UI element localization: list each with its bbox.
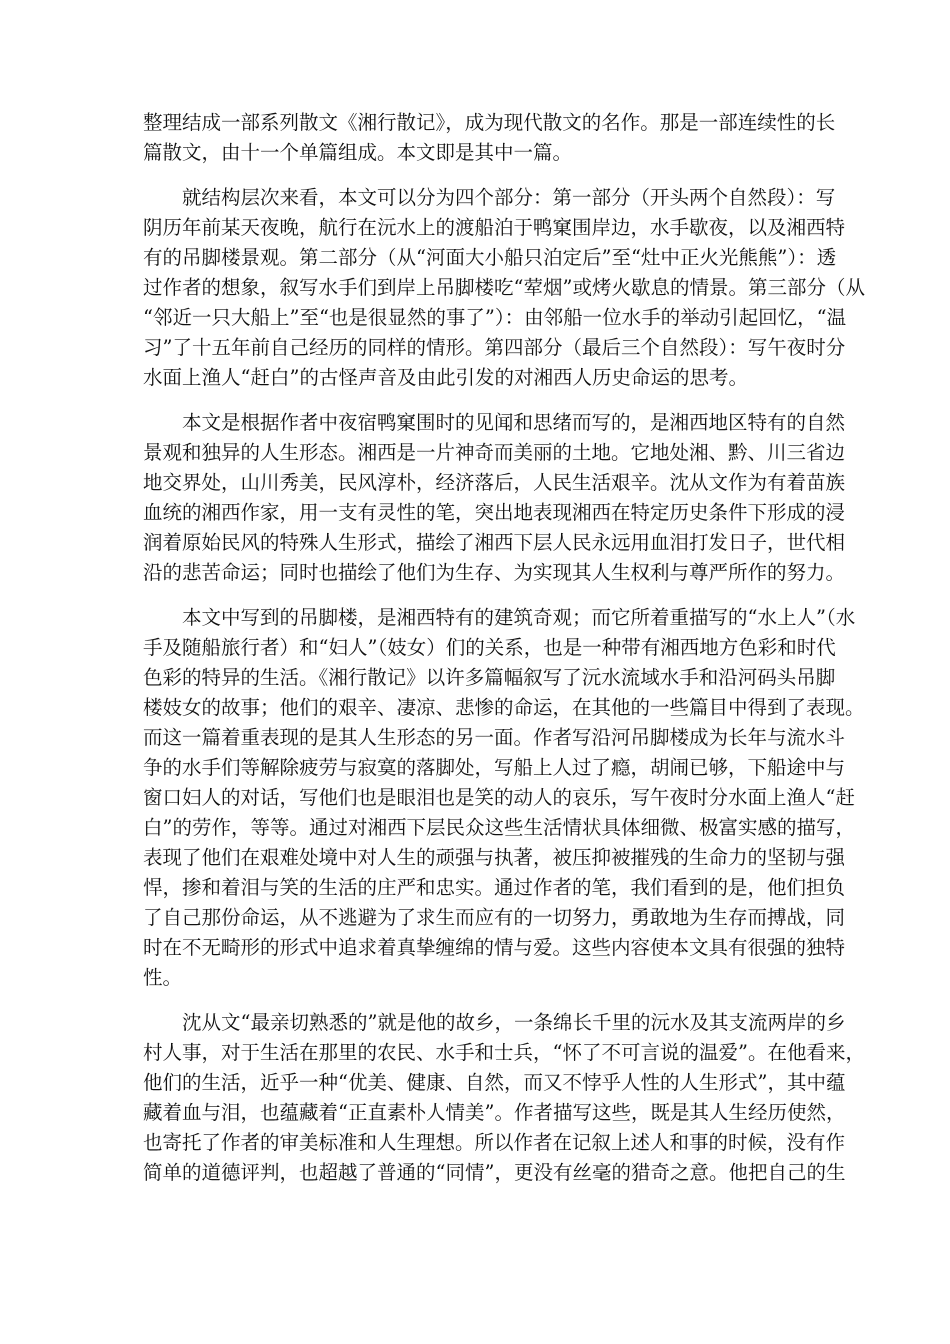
text-line: 地交界处，山川秀美，民风淳朴，经济落后，人民生活艰辛。沈从文作为有着苗族: [143, 471, 846, 494]
text-line: 简单的道德评判，也超越了普通的“同情”，更没有丝毫的猎奇之意。他把自己的生: [143, 1161, 846, 1184]
text-line: 习”了十五年前自己经历的同样的情形。第四部分（最后三个自然段）：写午夜时分: [143, 336, 846, 359]
paragraph-4: [143, 603, 865, 993]
text-line: 本文是根据作者中夜宿鸭窠围时的见闻和思绪而写的，是湘西地区特有的自然: [182, 411, 846, 434]
text-line: 悍，掺和着泪与笑的生活的庄严和忠实。通过作者的笔，我们看到的是，他们担负: [143, 876, 846, 899]
text-line: 窗口妇人的对话，写他们也是眼泪也是笑的动人的哀乐，写午夜时分水面上渔人“赶: [143, 786, 855, 809]
text-line: “邻近一只大船上”至“也是很显然的事了”）：由邻船一位水手的举动引起回忆，“温: [143, 306, 847, 329]
text-line: 有的吊脚楼景观。第二部分（从“河面大小船只泊定后”至“灶中正火光熊熊”）：透: [143, 246, 837, 269]
text-line: 水面上渔人“赶白”的古怪声音及由此引发的对湘西人历史命运的思考。: [143, 366, 748, 389]
text-line: 村人事，对于生活在那里的农民、水手和士兵，“怀了不可言说的温爱”。在他看来，: [143, 1041, 865, 1064]
text-line: 篇散文，由十一个单篇组成。本文即是其中一篇。: [143, 141, 573, 164]
text-line: 沿的悲苦命运；同时也描绘了他们为生存、为实现其人生权利与尊严所作的努力。: [143, 561, 846, 584]
text-line: 了自己那份命运，从不逃避为了求生而应有的一切努力，勇敢地为生存而搏战，同: [143, 906, 846, 929]
text-line: 手及随船旅行者）和“妇人”（妓女）们的关系，也是一种带有湘西地方色彩和时代: [143, 636, 836, 659]
text-line: 血统的湘西作家，用一支有灵性的笔，突出地表现湘西在特定历史条件下形成的浸: [143, 501, 846, 524]
text-line: 本文中写到的吊脚楼，是湘西特有的建筑奇观；而它所着重描写的“水上人”（水: [182, 606, 856, 629]
document-page: [143, 108, 865, 1203]
text-line: 性。: [143, 966, 183, 989]
text-line: 时在不无畸形的形式中追求着真挚缠绵的情与爱。这些内容使本文具有很强的独特: [143, 936, 846, 959]
text-line: 白”的劳作，等等。通过对湘西下层民众这些生活情状具体细微、极富实感的描写，: [143, 816, 855, 839]
text-line: 藏着血与泪，也蕴藏着“正直素朴人情美”。作者描写这些，既是其人生经历使然，: [143, 1101, 846, 1124]
text-line: 他们的生活，近乎一种“优美、健康、自然，而又不悖乎人性的人生形式”，其中蕴: [143, 1071, 846, 1094]
paragraph-1: [143, 108, 836, 168]
text-line: 润着原始民风的特殊人生形式，描绘了湘西下层人民永远用血泪打发日子，世代相: [143, 531, 846, 554]
text-line: 表现了他们在艰难处境中对人生的顽强与执著，被压抑被摧残的生命力的坚韧与强: [143, 846, 846, 869]
text-line: 也寄托了作者的审美标准和人生理想。所以作者在记叙上述人和事的时候，没有作: [143, 1131, 846, 1154]
text-line: 过作者的想象，叙写水手们到岸上吊脚楼吃“荤烟”或烤火歇息的情景。第三部分（从: [143, 276, 865, 299]
paragraph-2: [143, 183, 865, 393]
text-line: 沈从文“最亲切熟悉的”就是他的故乡，一条绵长千里的沅水及其支流两岸的乡: [182, 1011, 846, 1034]
paragraph-5: [143, 1008, 865, 1188]
text-line: 而这一篇着重表现的是其人生形态的另一面。作者写沿河吊脚楼成为长年与流水斗: [143, 726, 846, 749]
text-line: 阴历年前某天夜晚，航行在沅水上的渡船泊于鸭窠围岸边，水手歇夜，以及湘西特: [143, 216, 846, 239]
text-line: 就结构层次来看，本文可以分为四个部分：第一部分（开头两个自然段）：写: [182, 186, 836, 209]
text-line: 整理结成一部系列散文《湘行散记》，成为现代散文的名作。那是一部连续性的长: [143, 111, 836, 134]
text-line: 景观和独异的人生形态。湘西是一片神奇而美丽的土地。它地处湘、黔、川三省边: [143, 441, 846, 464]
text-line: 色彩的特异的生活。《湘行散记》以许多篇幅叙写了沅水流域水手和沿河码头吊脚: [143, 666, 836, 689]
text-line: 楼妓女的故事；他们的艰辛、凄凉、悲惨的命运，在其他的一些篇目中得到了表现。: [143, 696, 865, 719]
text-line: 争的水手们等解除疲劳与寂寞的落脚处，写船上人过了瘾，胡闹已够，下船途中与: [143, 756, 846, 779]
paragraph-3: [143, 408, 846, 588]
